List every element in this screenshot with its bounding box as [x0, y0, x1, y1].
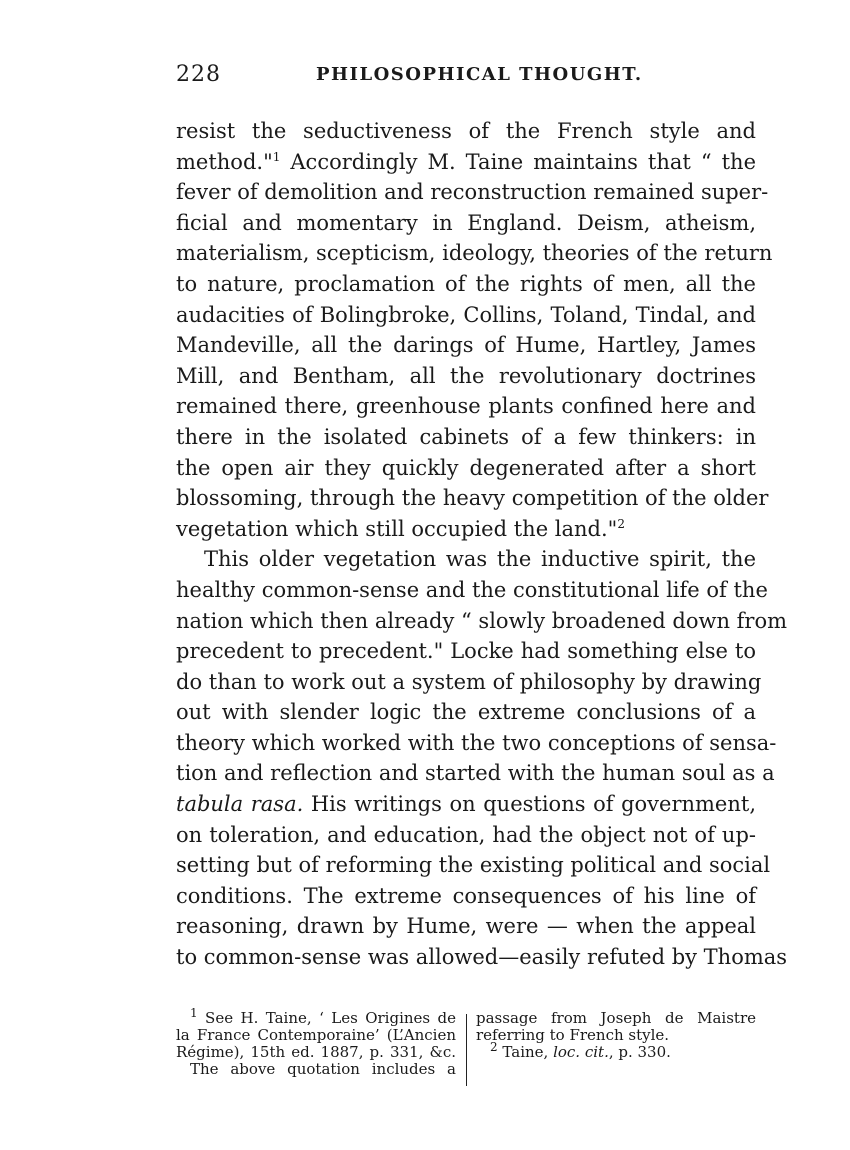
footnote-line: Régime), 15th ed. 1887, p. 331, &c.	[176, 1043, 456, 1061]
text-line: fever of demolition and reconstruction remained super-	[176, 180, 769, 205]
text-line: setting but of reforming the existing political and social	[176, 853, 771, 878]
text-line: tion and reflection and started with the human soul as a	[176, 761, 775, 786]
footnote-ref: 2	[617, 516, 625, 531]
footnote-line	[476, 1040, 756, 1061]
text-fragment: See H. Taine, ‘ Les Origines de	[197, 1009, 456, 1027]
footnote-ref: 1	[272, 149, 281, 164]
italic-phrase: tabula rasa.	[176, 792, 304, 817]
text-line: materialism, scepticism, ideology, theories of the return	[176, 241, 773, 266]
text-line: on toleration, and education, had the object not of up-	[176, 822, 756, 847]
footnote-line: The above quotation includes a	[190, 1060, 456, 1078]
text-line: out with slender logic the extreme conclusions of a	[176, 700, 756, 725]
text-line: to common-sense was allowed—easily refuted by Thomas	[176, 945, 788, 970]
text-line	[176, 789, 756, 820]
text-line: conditions. The extreme consequences of his line of	[176, 883, 756, 908]
text-line: there in the isolated cabinets of a few thinkers: in	[176, 424, 756, 449]
footnote-divider	[466, 1014, 467, 1086]
text-line: reasoning, drawn by Hume, were — when the appeal	[176, 914, 756, 939]
footnote-line	[176, 1006, 456, 1027]
footnote-marker: 2	[490, 1040, 498, 1054]
footnote-line: passage from Joseph de Maistre	[476, 1009, 756, 1027]
page-number: 228	[176, 62, 221, 87]
text-line: ficial and momentary in England. Deism, atheism,	[176, 210, 756, 235]
footnotes	[176, 1006, 756, 1080]
text-fragment: Accordingly M. Taine maintains that “ the	[280, 149, 756, 174]
text-line	[176, 147, 756, 178]
body-text	[176, 116, 788, 973]
text-line: precedent to precedent." Locke had something else to	[176, 639, 756, 664]
text-line: the open air they quickly degenerated after a short	[176, 455, 756, 480]
text-line: blossoming, through the heavy competition of the older	[176, 486, 769, 511]
text-line: nation which then already “ slowly broadened down from	[176, 608, 788, 633]
text-fragment: His writings on questions of government,	[303, 792, 756, 817]
text-line	[176, 514, 756, 545]
text-fragment: , p. 330.	[608, 1043, 671, 1061]
running-title: PHILOSOPHICAL THOUGHT.	[316, 64, 643, 85]
page-header	[176, 62, 756, 92]
text-line: do than to work out a system of philosophy by drawing	[176, 669, 762, 694]
text-fragment: vegetation which still occupied the land."	[176, 516, 618, 541]
text-line: audacities of Bolingbroke, Collins, Toland, Tindal, and	[176, 302, 756, 327]
text-line: This older vegetation was the inductive spirit, the	[204, 547, 756, 572]
text-line: remained there, greenhouse plants confined here and	[176, 394, 756, 419]
italic-phrase: loc. cit.	[553, 1043, 609, 1061]
footnote-column-left	[176, 1006, 456, 1078]
text-line: theory which worked with the two conceptions of sensa-	[176, 730, 777, 755]
text-line: to nature, proclamation of the rights of men, all the	[176, 271, 756, 296]
footnote-line: referring to French style.	[476, 1026, 670, 1044]
footnote-line: la France Contemporaine’ (L’Ancien	[176, 1026, 456, 1044]
text-line: resist the seductiveness of the French style and	[176, 119, 756, 143]
footnote-column-right	[476, 1010, 756, 1061]
footnote-marker: 1	[190, 1006, 198, 1020]
text-fragment: method."	[176, 149, 273, 174]
text-line: Mill, and Bentham, all the revolutionary doctrines	[176, 363, 756, 388]
text-line: healthy common-sense and the constitutional life of the	[176, 577, 768, 602]
text-line: Mandeville, all the darings of Hume, Hartley, James	[176, 333, 756, 358]
text-fragment: Taine,	[497, 1043, 554, 1061]
